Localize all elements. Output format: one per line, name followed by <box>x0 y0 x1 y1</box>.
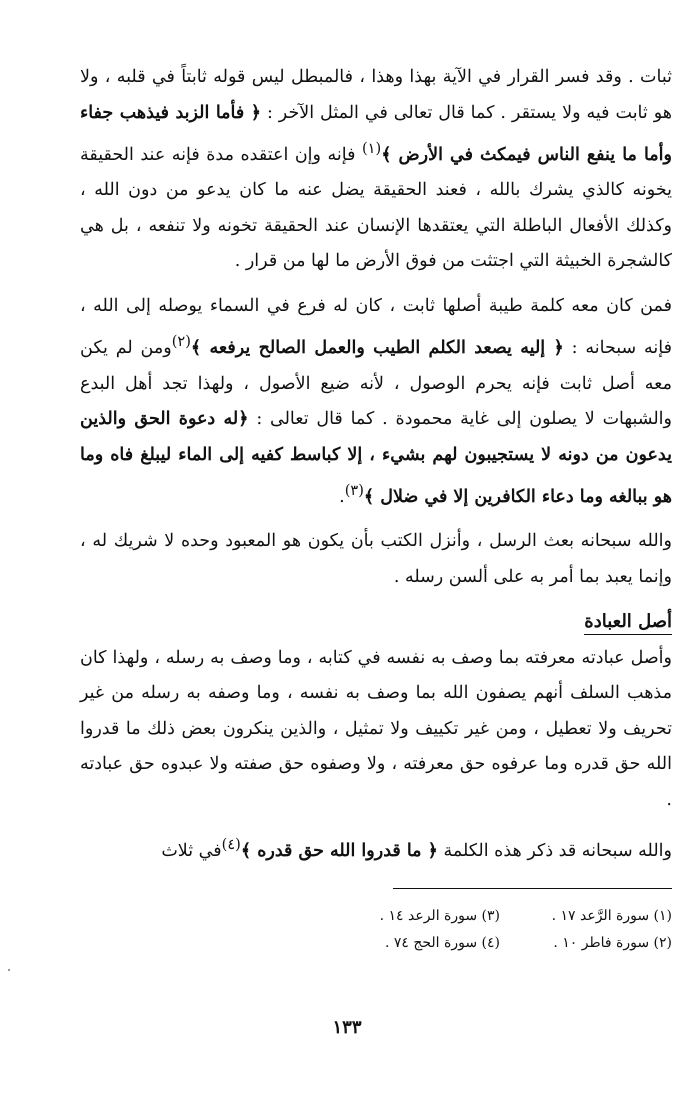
text-run: فمن كان معه كلمة طيبة أصلها ثابت ، كان له فرع في السماء يوصله إلى الله ، فإنه سبحانه : <box>80 295 672 359</box>
page-body <box>80 60 672 870</box>
footnote-ref-4[interactable]: (٤) <box>221 836 241 854</box>
footnote-2: (٢) سورة فاطر ١٠ . <box>553 935 672 951</box>
quran-verse: ﴿ فأما الزبد فيذهب جفاء وأما ما ينفع الناس فيمكث في الأرض ﴾ <box>80 102 672 165</box>
text-run: والله سبحانه بعث الرسل ، وأنزل الكتب بأن يكون هو المعبود وحده لا شريك له ، وإنما يعبد بما أمر به على ألسن رسله . <box>80 531 672 587</box>
footnote-ref-1[interactable]: (١) <box>361 140 382 157</box>
page-number: ١٣٣ <box>332 1017 362 1038</box>
quran-verse: ﴿له دعوة الحق والذين يدعون من دونه لا يستجيبون لهم بشيء ، إلا كباسط كفيه إلى الماء ليبلغ فاه وما هو ببالغه وما دعاء الكافرين إلا في ضلال ﴾ <box>80 409 672 507</box>
paragraph-1 <box>80 60 672 280</box>
footnote-ref-3[interactable]: (٣) <box>344 482 364 500</box>
footnote-ref-2[interactable]: (٢) <box>171 333 191 351</box>
footnote-1: (١) سورة الرَّعد ١٧ . <box>551 908 672 924</box>
paragraph-4: وأصل عبادته معرفته بما وصف به نفسه في كتابه ، وما وصف به رسله ، ولهذا كان مذهب السلف أنهم يصفون الله بما وصف به نفسه ، وما وصفه به رسله من غير تحريف ولا تعطيل ، ومن غير تكييف ولا تمثيل ، والذين ينكرون بعض ذلك ما قدروا الله حق قدره وما عرفوه حق معرفته ، ولا وصفوه حق صفته ولا عبدوه حق عبادته . <box>80 647 672 810</box>
text-run: فإنه وإن اعتقده مدة فإنه عند الحقيقة يخونه كالذي يشرك بالله ، فعند الحقيقة يضل عنه ما كان يدعو من دون الله ، وكذلك الأفعال الباطلة التي يعتقدها الإنسان عند الحقيقة تخونه ولا تنفعه ، بل هي كالشجرة الخبيثة التي اجتثت من فوق الأرض ما لها من قرار . <box>80 144 672 272</box>
text-run: ومن لم يكن معه أصل ثابت فإنه يحرم الوصول ، لأنه ضيع الأصول ، ولهذا تجد أهل البدع والشبهات لا يصلون إلى غاية محمودة . كما قال تعالى : <box>80 338 672 430</box>
paragraph-5 <box>80 827 672 869</box>
footnote-divider <box>393 888 672 889</box>
footnote-3: (٣) سورة الرعد ١٤ . <box>379 908 500 924</box>
text-run: والله سبحانه قد ذكر هذه الكلمة <box>437 841 672 862</box>
section-heading: أصل العبادة <box>584 605 672 639</box>
text-run: . <box>339 486 345 507</box>
footnote-4: (٤) سورة الحج ٧٤ . <box>384 935 500 951</box>
text-run: في ثلاث <box>161 841 222 862</box>
paragraph-3 <box>80 524 672 595</box>
text-run: ثبات . وقد فسر القرار في الآية بهذا وهذا ، فالمبطل ليس قوله ثابتاً في قلبه ، ولا هو ثابت فيه ولا يستقر . كما قال تعالى في المثل الآخر : <box>80 67 672 123</box>
quran-verse: ﴿ ما قدروا الله حق قدره ﴾ <box>240 841 438 862</box>
scan-speck <box>8 969 10 971</box>
quran-verse: ﴿ إليه يصعد الكلم الطيب والعمل الصالح يرفعه ﴾ <box>190 338 564 359</box>
paragraph-2 <box>80 289 672 516</box>
